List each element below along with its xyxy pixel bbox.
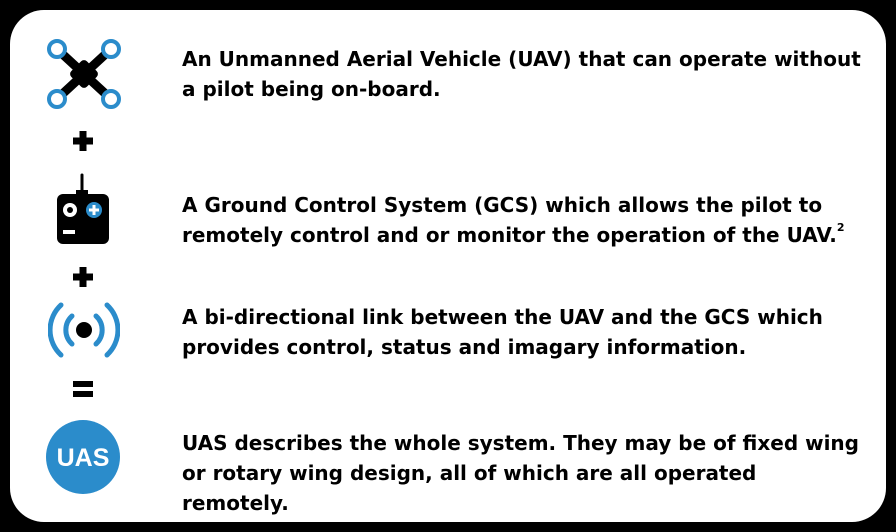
- link-description: A bi-directional link between the UAV and the GCS which provides control, status and imagary information.: [182, 305, 823, 359]
- remote-controller-icon: [54, 172, 112, 246]
- wireless-signal-icon: [48, 298, 120, 362]
- plus-icon: [72, 130, 94, 152]
- plus-icon: [72, 266, 94, 288]
- uas-description: UAS describes the whole system. They may be of fixed wing or rotary wing design, all of which are all operated remotely.: [182, 431, 859, 515]
- drone-icon: [44, 38, 124, 110]
- uas-badge-label: UAS: [56, 444, 110, 472]
- gcs-description: A Ground Control System (GCS) which allows the pilot to remotely control and or monitor the operation of the UAV.$^2$: [182, 193, 845, 247]
- equals-icon: [72, 380, 94, 398]
- uas-badge-icon: [46, 420, 120, 494]
- uav-description: An Unmanned Aerial Vehicle (UAV) that can operate without a pilot being on-board.: [182, 47, 861, 101]
- footnote-marker: 2: [836, 221, 845, 235]
